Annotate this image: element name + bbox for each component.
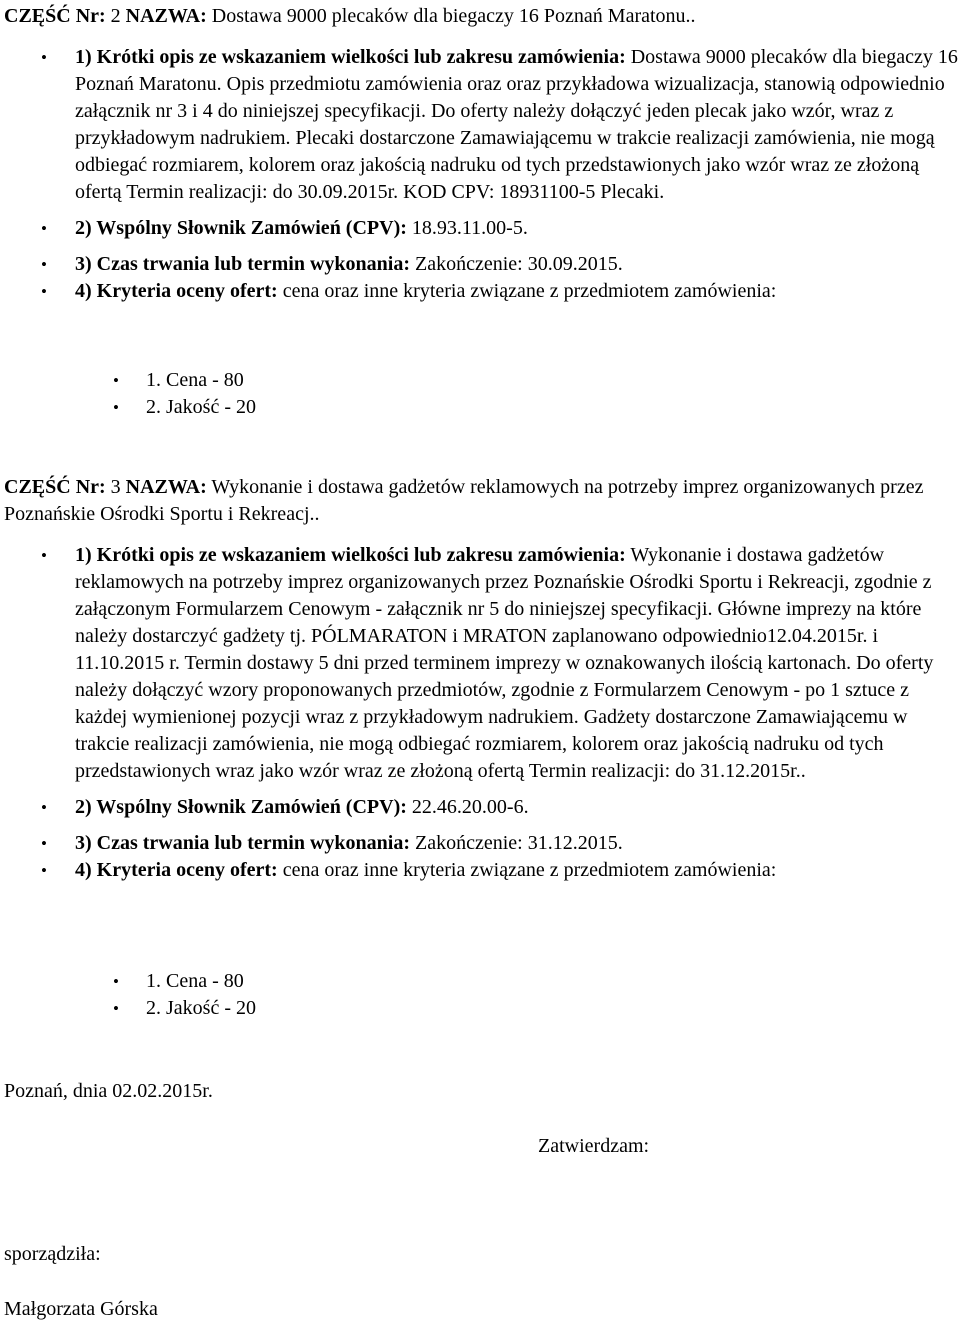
part-3-heading xyxy=(4,474,960,528)
item-label: 3) Czas trwania lub termin wykonania: xyxy=(75,832,411,854)
item-text: Wykonanie i dostawa gadżetów reklamowych na potrzeby imprez organizowanych przez Poznańskie Ośrodki Sportu i Rekreacji, zgodnie z załączonym Formularzem Cenowym - załącznik nr 5 do niniejszej specyfikacji. Główne imprezy na które należy dostarczyć gadżety tj. PÓLMARATON i MRATON zaplanowano odpowiednio12.04.2015r. i 11.10.2015 r. Termin dostawy 5 dni przed terminem imprezy w oznakowanych ilością kartonach. Do oferty należy dołączyć wzory proponowanych przedmiotów, zgodnie z Formularzem Cenowym - po 1 sztuce z każdej wymienionej pozycji wraz z przykładowym nadrukiem. Gadżety dostarczone Zamawiającemu w trakcie realizacji zamówienia, nie mogą odbiegać rozmiarem, kolorem oraz jakością nadruku od tych przedstawionych wraz jako wzór wraz ze złożoną ofertą Termin realizacji: do 31.12.2015r.. xyxy=(75,544,934,782)
item-text: cena oraz inne kryteria związane z przedmiotem zamówienia: xyxy=(277,859,777,881)
part-2-details-list xyxy=(0,44,960,305)
criterion-quality: • 2. Jakość - 20 xyxy=(0,394,960,421)
part-3-criteria-list xyxy=(0,968,960,1022)
criterion-price: • 1. Cena - 80 xyxy=(0,367,960,394)
item-label: 2) Wspólny Słownik Zamówień (CPV): xyxy=(75,217,407,239)
item-label: 1) Krótki opis ze wskazaniem wielkości lub zakresu zamówienia: xyxy=(75,544,626,566)
item-label: 4) Kryteria oceny ofert: xyxy=(75,280,278,302)
prepared-by-label: sporządziła: xyxy=(4,1243,101,1265)
part-2-criteria xyxy=(0,278,960,305)
part-2-cpv xyxy=(0,215,960,242)
criterion-price: • 1. Cena - 80 xyxy=(0,968,960,995)
item-text: 22.46.20.00-6. xyxy=(406,796,529,818)
part-3-name-label: NAZWA: xyxy=(125,476,207,498)
part-2-short-description xyxy=(0,44,960,206)
item-text: Zakończenie: 31.12.2015. xyxy=(410,832,623,854)
part-2-name-label: NAZWA: xyxy=(125,5,207,27)
part-2-criteria-list xyxy=(0,367,960,421)
part-2-label: CZĘŚĆ Nr: xyxy=(4,5,106,27)
item-text: cena oraz inne kryteria związane z przedmiotem zamówienia: xyxy=(277,280,777,302)
part-3-name: Wykonanie i dostawa gadżetów reklamowych na potrzeby imprez organizowanych przez Poznańskie Ośrodki Sportu i Rekreacj.. xyxy=(4,476,924,525)
item-label: 1) Krótki opis ze wskazaniem wielkości lub zakresu zamówienia: xyxy=(75,46,626,68)
item-label: 4) Kryteria oceny ofert: xyxy=(75,859,278,881)
part-2-name: Dostawa 9000 plecaków dla biegaczy 16 Poznań Maratonu.. xyxy=(206,5,696,27)
place-and-date: Poznań, dnia 02.02.2015r. xyxy=(4,1080,213,1102)
approval-label: Zatwierdzam: xyxy=(538,1135,650,1157)
item-text: Dostawa 9000 plecaków dla biegaczy 16 Poznań Maratonu. Opis przedmiotu zamówienia oraz oraz przykładowa wizualizacja, stanowią odpowiednio załącznik nr 3 i 4 do niniejszej specyfikacji. Do oferty należy dołączyć jeden plecak jako wzór, wraz z przykładowym nadrukiem. Plecaki dostarczone Zamawiającemu w trakcie realizacji zamówienia, nie mogą odbiegać rozmiarem, kolorem oraz jakością nadruku od tych przedstawionych jako wzór wraz ze złożoną ofertą Termin realizacji: do 30.09.2015r. KOD CPV: 18931100-5 Plecaki. xyxy=(75,46,958,203)
part-3-duration xyxy=(0,830,960,857)
part-3-label: CZĘŚĆ Nr: xyxy=(4,476,106,498)
item-text: Zakończenie: 30.09.2015. xyxy=(410,253,623,275)
prepared-by-name: Małgorzata Górska xyxy=(4,1298,158,1320)
item-label: 3) Czas trwania lub termin wykonania: xyxy=(75,253,411,275)
part-3-details-list xyxy=(0,542,960,884)
part-2-heading xyxy=(4,3,960,30)
item-text: 18.93.11.00-5. xyxy=(406,217,528,239)
part-2-number: 2 xyxy=(105,5,126,27)
part-3-short-description xyxy=(0,542,960,785)
criterion-quality: • 2. Jakość - 20 xyxy=(0,995,960,1022)
part-3-cpv xyxy=(0,794,960,821)
item-label: 2) Wspólny Słownik Zamówień (CPV): xyxy=(75,796,407,818)
part-3-criteria xyxy=(0,857,960,884)
part-2-duration xyxy=(0,251,960,278)
part-3-number: 3 xyxy=(105,476,126,498)
